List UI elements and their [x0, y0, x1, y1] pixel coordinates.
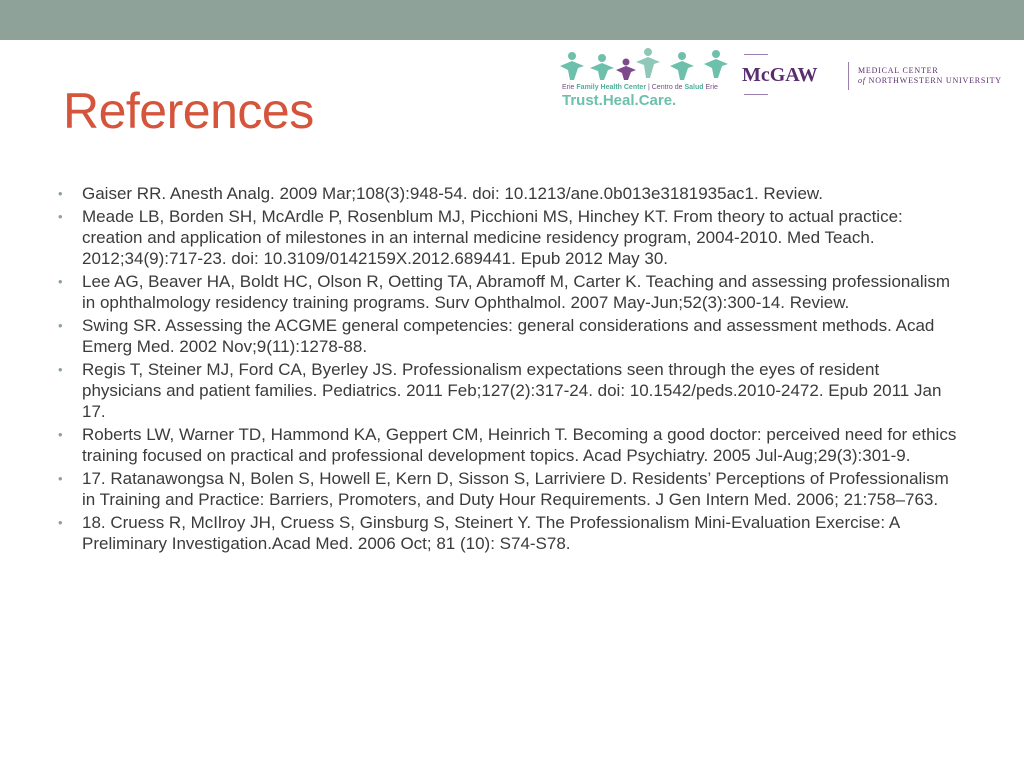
reference-item: [58, 183, 958, 204]
bullet-icon: •: [58, 427, 63, 442]
bullet-icon: •: [58, 318, 63, 333]
mcgaw-caption-line1: MEDICAL CENTER: [858, 66, 939, 75]
erie-figures-icon: [558, 44, 748, 84]
bullet-icon: •: [58, 209, 63, 224]
reference-text: 17. Ratanawongsa N, Bolen S, Howell E, Kern D, Sisson S, Larriviere D. Residents’ Perceptions of Professionalism in Training and Practice: Barriers, Promoters, and Duty Hour Requirements. J Gen Intern Med. 2006; 21:758–763.: [82, 469, 949, 509]
reference-text: Roberts LW, Warner TD, Hammond KA, Geppert CM, Heinrich T. Becoming a good doctor: perceived need for ethics training focused on practical and professional development topics. Acad Psychiatry. 2005 Jul-Aug;29(3):301-9.: [82, 425, 957, 465]
mcgaw-divider: [848, 62, 849, 90]
reference-item: [58, 206, 958, 269]
bullet-icon: •: [58, 362, 63, 377]
reference-text: Regis T, Steiner MJ, Ford CA, Byerley JS. Professionalism expectations seen through the eyes of resident physicians and patient families. Pediatrics. 2011 Feb;127(2):317-24. doi: 10.1542/peds.2010-2472. Epub 2011 Jan 17.: [82, 360, 942, 421]
slide-title: References: [63, 83, 314, 139]
reference-item: [58, 424, 958, 466]
bullet-icon: •: [58, 274, 63, 289]
mcgaw-bottom-rule: [744, 94, 768, 95]
reference-list: [58, 183, 958, 556]
mcgaw-top-rule: [744, 54, 768, 55]
sponsor-logos: [558, 44, 1024, 114]
reference-text: 18. Cruess R, McIlroy JH, Cruess S, Ginsburg S, Steinert Y. The Professionalism Mini-Evaluation Exercise: A Preliminary Investigation.Acad Med. 2006 Oct; 81 (10): S74-S78.: [82, 513, 900, 553]
bullet-icon: •: [58, 186, 63, 201]
erie-family-health-logo: [558, 44, 748, 112]
reference-text: Gaiser RR. Anesth Analg. 2009 Mar;108(3):948-54. doi: 10.1213/ane.0b013e3181935ac1. Review.: [82, 184, 823, 203]
erie-slogan: Trust.Heal.Care.: [562, 92, 677, 109]
reference-item: [58, 359, 958, 422]
reference-text: Meade LB, Borden SH, McArdle P, Rosenblum MJ, Picchioni MS, Hinchey KT. From theory to actual practice: creation and application of milestones in an internal medicine residency program, 2004-2010. Med Teach. 2012;34(9):717-23. doi: 10.3109/0142159X.2012.689441. Epub 2012 May 30.: [82, 207, 903, 268]
reference-item: [58, 315, 958, 357]
reference-item: [58, 271, 958, 313]
mcgaw-caption: [858, 66, 1002, 86]
reference-item: [58, 512, 958, 554]
reference-text: Swing SR. Assessing the ACGME general competencies: general considerations and assessment methods. Acad Emerg Med. 2002 Nov;9(11):1278-88.: [82, 316, 935, 356]
bullet-icon: •: [58, 471, 63, 486]
mcgaw-wordmark: McGAW: [742, 64, 818, 86]
reference-text: Lee AG, Beaver HA, Boldt HC, Olson R, Oetting TA, Abramoff M, Carter K. Teaching and assessing professionalism in ophthalmology residency training programs. Surv Ophthalmol. 2007 May-Jun;52(3):300-14. Review.: [82, 272, 951, 312]
reference-item: [58, 468, 958, 510]
top-accent-bar: [0, 0, 1024, 40]
erie-tagline: Erie Family Health Center | Centro de Salud Erie: [562, 84, 718, 91]
mcgaw-caption-line2: of NORTHWESTERN UNIVERSITY: [858, 76, 1002, 85]
bullet-icon: •: [58, 515, 63, 530]
